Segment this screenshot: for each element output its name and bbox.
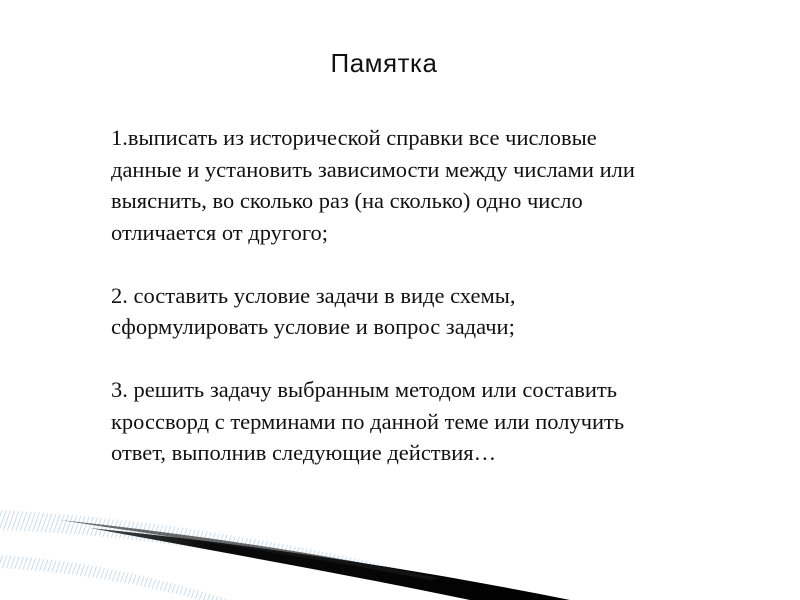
text-line: 3. решить задачу выбранным методом или составить bbox=[111, 377, 617, 402]
list-item bbox=[111, 280, 751, 343]
dark-band-shape bbox=[90, 528, 570, 600]
text-line: отличается от другого; bbox=[111, 219, 329, 245]
slide-body bbox=[111, 122, 751, 469]
text-line: выяснить, во сколько раз (на сколько) одно число bbox=[111, 188, 583, 213]
text-line: кроссворд с терминами по данной теме или получить bbox=[111, 408, 625, 434]
slide-title: Памятка bbox=[330, 48, 438, 78]
text-line: 2. составить условие задачи в виде схемы, bbox=[111, 282, 516, 308]
text-line: данные и установить зависимости между числами или bbox=[111, 156, 635, 182]
light-band-shape bbox=[0, 555, 230, 600]
dark-band-shape bbox=[60, 520, 440, 580]
text-line: сформулировать условие и вопрос задачи; bbox=[111, 314, 515, 339]
light-band-shape bbox=[0, 510, 520, 600]
text-line: ответ, выполнив следующие действия… bbox=[111, 440, 497, 465]
list-item bbox=[111, 374, 751, 469]
text-line: 1.выписать из исторической справки все числовые bbox=[111, 125, 597, 150]
list-item bbox=[111, 122, 751, 248]
